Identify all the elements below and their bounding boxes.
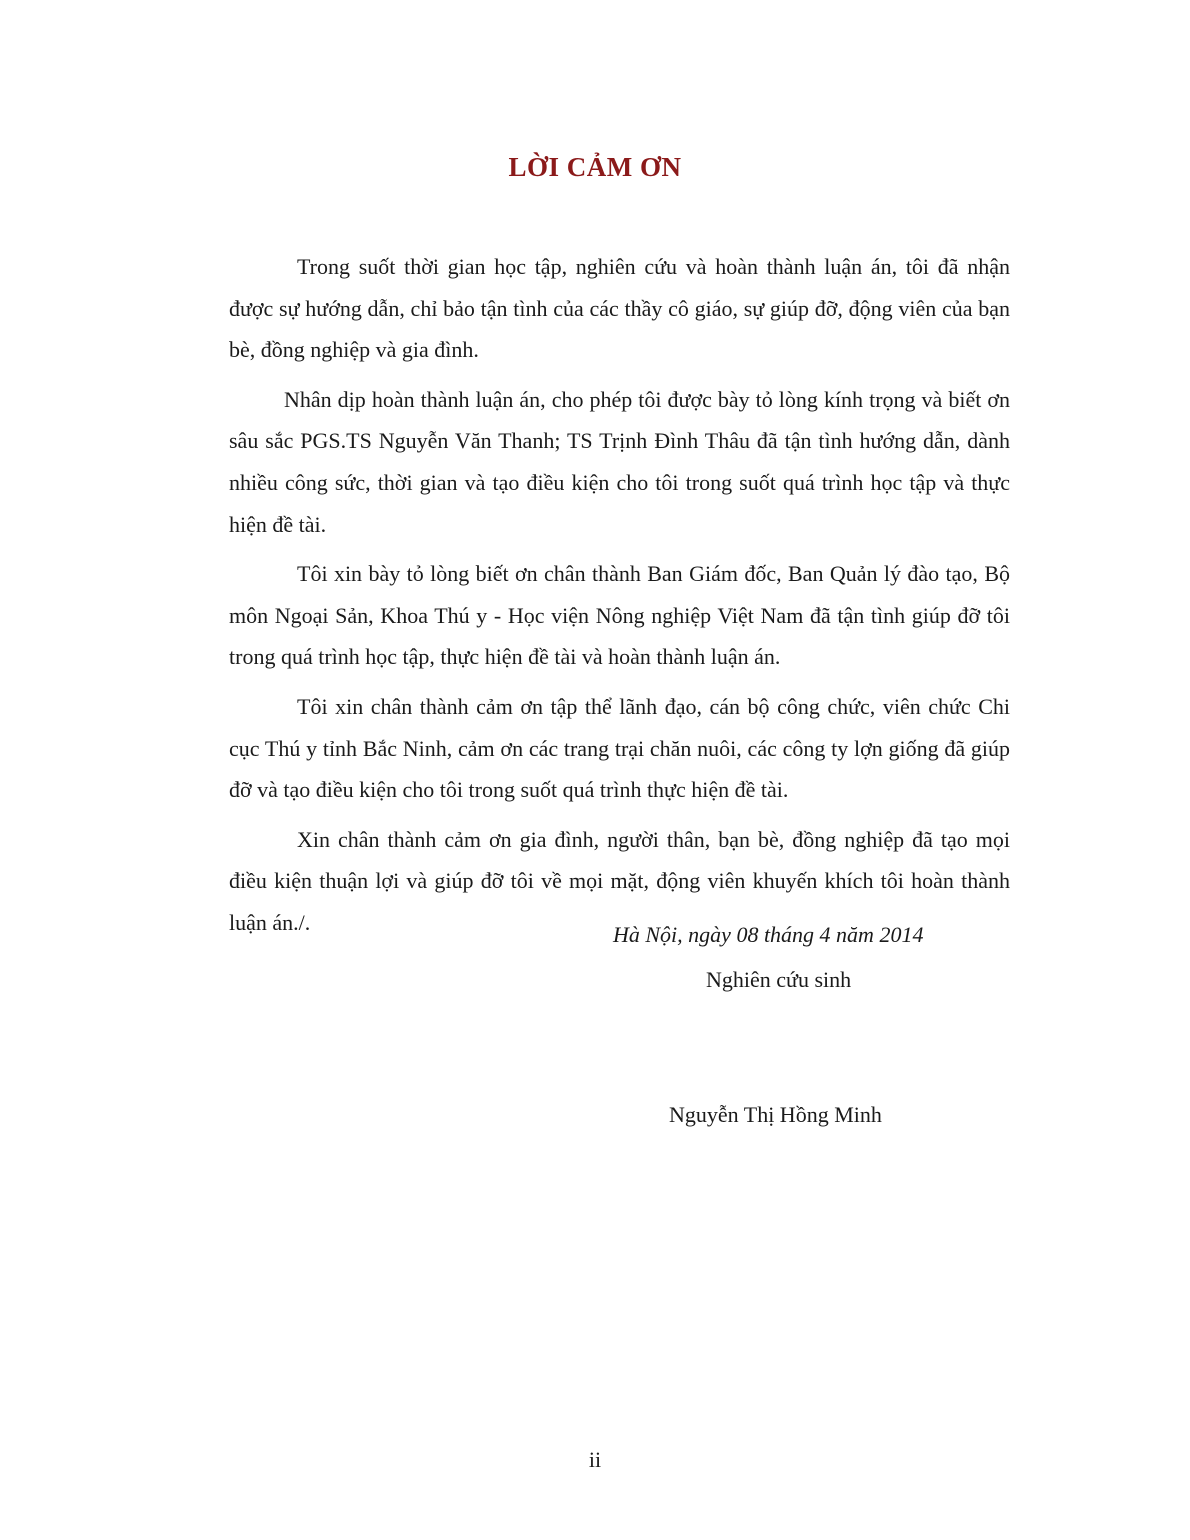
paragraph-5: Xin chân thành cảm ơn gia đình, người thân, bạn bè, đồng nghiệp đã tạo mọi điều kiện thuận lợi và giúp đỡ tôi về mọi mặt, động viên khuyến khích tôi hoàn thành luận án./. [229, 826, 1010, 935]
paragraph-4: Tôi xin chân thành cảm ơn tập thể lãnh đạo, cán bộ công chức, viên chức Chi cục Thú y tỉnh Bắc Ninh, cảm ơn các trang trại chăn nuôi, các công ty lợn giống đã giúp đỡ và tạo điều kiện cho tôi trong suốt quá trình thực hiện đề tài. [229, 693, 1010, 803]
paragraph-1: Trong suốt thời gian học tập, nghiên cứu và hoàn thành luận án, tôi đã nhận được sự hướng dẫn, chỉ bảo tận tình của các thầy cô giáo, sự giúp đỡ, động viên của bạn bè, đồng nghiệp và gia đình. [229, 254, 1010, 363]
page-title: LỜI CẢM ƠN [508, 152, 682, 182]
page-number: ii [588, 1447, 602, 1472]
signer-name: Nguyễn Thị Hồng Minh [669, 1102, 882, 1127]
paragraph-3: Tôi xin bày tỏ lòng biết ơn chân thành Ban Giám đốc, Ban Quản lý đào tạo, Bộ môn Ngoại Sản, Khoa Thú y - Học viện Nông nghiệp Việt Nam đã tận tình giúp đỡ tôi trong quá trình học tập, thực hiện đề tài và hoàn thành luận án. [229, 561, 1010, 670]
date-place-line: Hà Nội, ngày 08 tháng 4 năm 2014 [613, 922, 924, 947]
acknowledgement-body [229, 246, 1010, 952]
signer-role: Nghiên cứu sinh [706, 967, 852, 992]
paragraph-2: Nhân dịp hoàn thành luận án, cho phép tôi được bày tỏ lòng kính trọng và biết ơn sâu sắc PGS.TS Nguyễn Văn Thanh; TS Trịnh Đình Thâu đã tận tình hướng dẫn, dành nhiều công sức, thời gian và tạo điều kiện cho tôi trong suốt quá trình học tập và thực hiện đề tài. [229, 386, 1010, 537]
